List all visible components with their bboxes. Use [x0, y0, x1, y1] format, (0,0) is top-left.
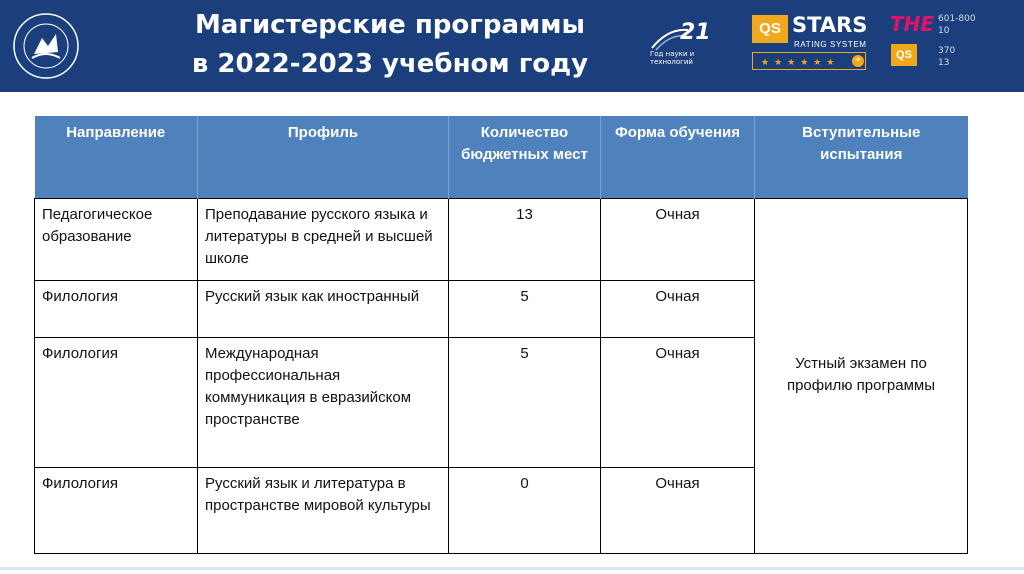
header-budget-places: Количество бюджетных мест: [449, 116, 601, 198]
cell-budget-places: 5: [449, 337, 601, 467]
table-row: [35, 198, 968, 280]
the-subrank: 10: [938, 26, 950, 36]
footer-divider: [0, 567, 1024, 570]
page-title: [170, 6, 610, 84]
cell-budget-places: 13: [449, 198, 601, 280]
title-line-1: Магистерские программы: [194, 10, 586, 40]
qs-subrank: 13: [938, 58, 950, 68]
qs-stars-title: STARS: [792, 13, 868, 37]
programs-table: [34, 116, 968, 554]
logo-21-caption: Год науки и технологий: [650, 50, 695, 66]
cell-budget-places: 0: [449, 467, 601, 553]
cell-study-form: Очная: [601, 280, 755, 337]
header-bar: [0, 0, 1024, 92]
cell-direction: Филология: [35, 467, 198, 553]
cell-study-form: Очная: [601, 337, 755, 467]
year-of-science-logo: [650, 22, 718, 70]
qs-rank: 370: [938, 46, 956, 56]
cell-profile: Международная профессиональная коммуникация в евразийском пространстве: [198, 337, 449, 467]
cell-study-form: Очная: [601, 198, 755, 280]
the-logo: THE: [890, 12, 935, 36]
qs-logo: QS: [752, 15, 788, 43]
star-rating-icon: ★★★★★★: [752, 52, 866, 70]
cell-direction: Педагогическое образование: [35, 198, 198, 280]
the-rank: 601-800: [938, 14, 976, 24]
logo-21-number: 21: [680, 20, 711, 45]
cell-direction: Филология: [35, 337, 198, 467]
cell-profile: Русский язык как иностранный: [198, 280, 449, 337]
title-line-2: в 2022-2023 учебном году: [191, 49, 589, 79]
cell-direction: Филология: [35, 280, 198, 337]
qs-stars-subtitle: RATING SYSTEM: [794, 40, 867, 49]
university-emblem-icon: [12, 12, 80, 80]
header-entrance-exams: Вступительные испытания: [755, 116, 968, 198]
cell-study-form: Очная: [601, 467, 755, 553]
cell-profile: Преподавание русского языка и литературы в средней и высшей школе: [198, 198, 449, 280]
cell-entrance-exams: Устный экзамен по профилю программы: [755, 198, 968, 553]
header-study-form: Форма обучения: [601, 116, 755, 198]
cell-profile: Русский язык и литература в пространстве мировой культуры: [198, 467, 449, 553]
header-profile: Профиль: [198, 116, 449, 198]
cell-budget-places: 5: [449, 280, 601, 337]
plus-icon: +: [852, 55, 864, 67]
header-direction: Направление: [35, 116, 198, 198]
qs-small-logo: QS: [891, 44, 917, 66]
table-header-row: [35, 116, 968, 198]
